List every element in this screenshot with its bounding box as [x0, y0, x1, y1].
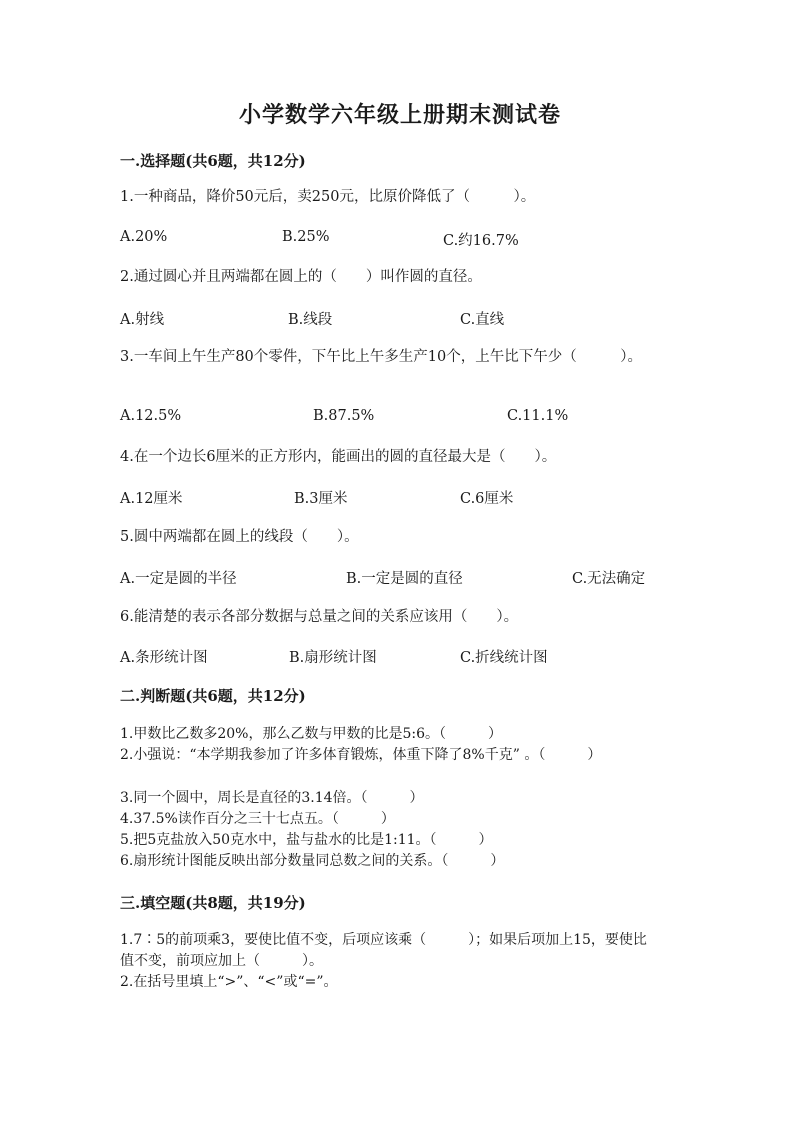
option-c: C.约16.7%	[443, 233, 519, 249]
option-b: B.线段	[288, 312, 333, 328]
question-text: 4.在一个边长6厘米的正方形内，能画出的圆的直径最大是（ ）。	[120, 449, 557, 465]
fill-item: 1.7∶5的前项乘3，要使比值不变，后项应该乘（ ）；如果后项加上15，要使比值不变，前项应加上（ ）。	[120, 932, 647, 969]
question-text: 1.一种商品，降价50元后，卖250元，比原价降低了（ ）。	[120, 189, 536, 205]
option-a: A.射线	[120, 312, 165, 328]
fill-item: 2.在括号里填上“>”、“<”或“=”。	[120, 974, 338, 990]
section-heading-judge: 二.判断题(共6题，共12分)	[120, 687, 306, 705]
question-text: 2.通过圆心并且两端都在圆上的（ ）叫作圆的直径。	[120, 269, 482, 285]
judge-item: 3.同一个圆中，周长是直径的3.14倍。（ ）	[120, 790, 424, 806]
option-b: B.扇形统计图	[289, 650, 377, 666]
judge-item: 5.把5克盐放入50克水中，盐与盐水的比是1:11。（ ）	[120, 832, 493, 848]
option-c: C.直线	[460, 312, 505, 328]
option-c: C.无法确定	[572, 571, 646, 587]
judge-item: 6.扇形统计图能反映出部分数量同总数之间的关系。（ ）	[120, 853, 505, 869]
option-b: B.一定是圆的直径	[346, 571, 463, 587]
question-text: 6.能清楚的表示各部分数据与总量之间的关系应该用（ ）。	[120, 609, 519, 625]
option-c: C.11.1%	[507, 408, 569, 424]
question-text: 5.圆中两端都在圆上的线段（ ）。	[120, 529, 359, 545]
option-a: A.一定是圆的半径	[120, 571, 237, 587]
option-b: B.3厘米	[294, 491, 348, 507]
option-c: C.6厘米	[460, 491, 514, 507]
page-title: 小学数学六年级上册期末测试卷	[238, 102, 561, 128]
option-b: B.87.5%	[313, 408, 375, 424]
judge-item: 4.37.5%读作百分之三十七点五。（ ）	[120, 811, 395, 827]
question-text: 3.一车间上午生产80个零件，下午比上午多生产10个，上午比下午少（ ）。	[120, 349, 642, 365]
option-a: A.条形统计图	[120, 650, 208, 666]
judge-item: 2.小强说：“本学期我参加了许多体育锻炼，体重下降了8%千克” 。（ ）	[120, 747, 602, 763]
judge-item: 1.甲数比乙数多20%，那么乙数与甲数的比是5:6。（ ）	[120, 726, 503, 742]
option-b: B.25%	[282, 229, 330, 245]
option-c: C.折线统计图	[460, 650, 548, 666]
option-a: A.12.5%	[120, 408, 182, 424]
section-heading-choice: 一.选择题(共6题，共12分)	[120, 152, 306, 170]
option-a: A.20%	[120, 229, 168, 245]
option-a: A.12厘米	[120, 491, 183, 507]
section-heading-fill: 三.填空题(共8题，共19分)	[120, 894, 306, 912]
